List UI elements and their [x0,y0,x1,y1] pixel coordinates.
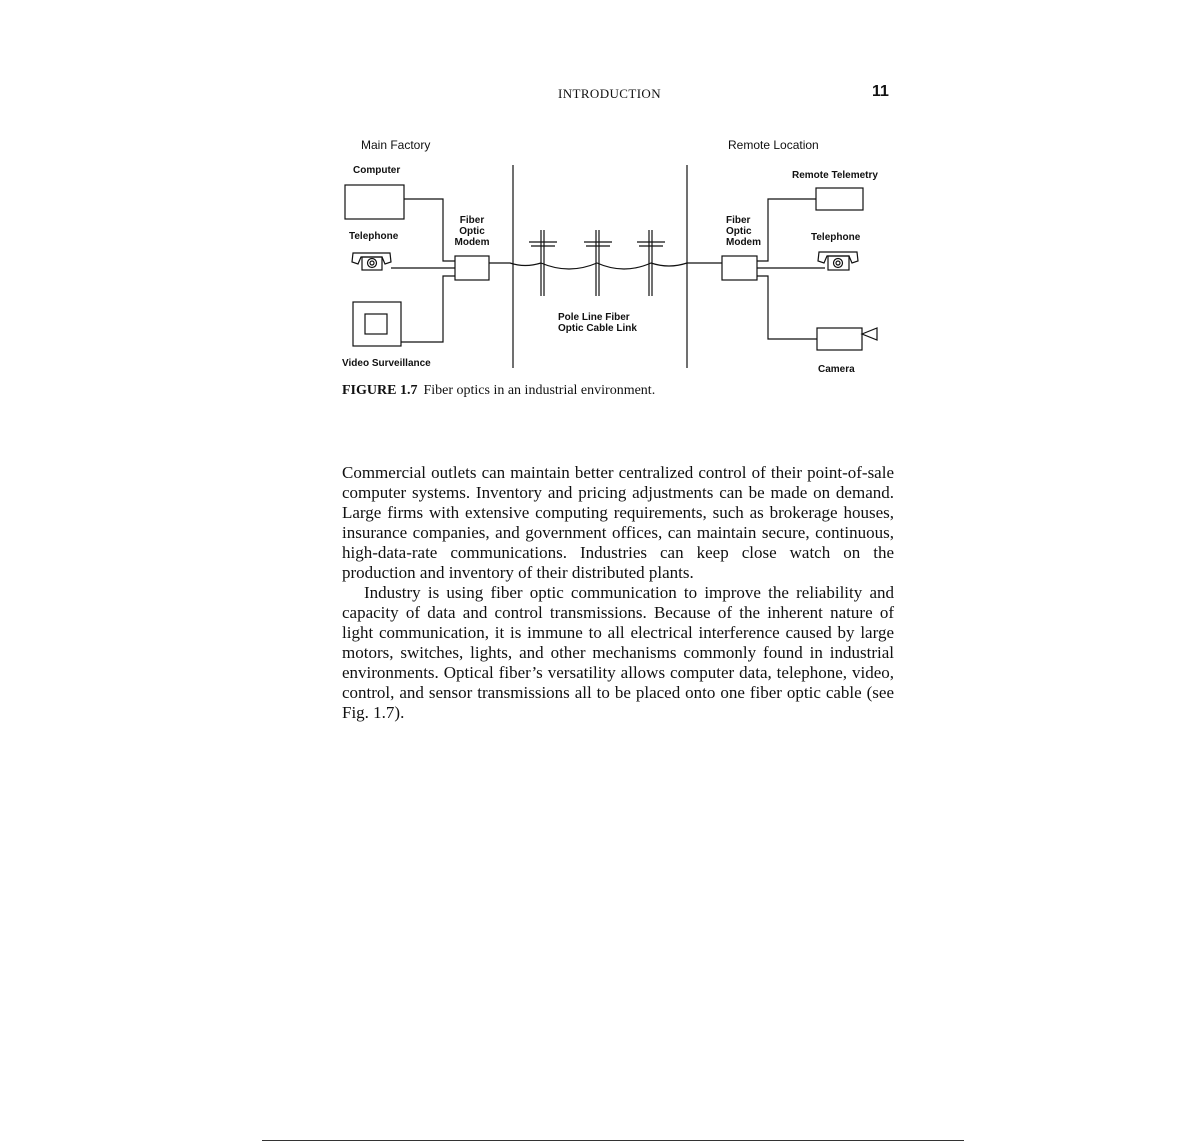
telephone-right-icon [818,252,858,270]
video-surveillance-screen [365,314,387,334]
camera-lens [862,328,877,340]
video-surveillance-box [353,302,401,346]
camera-link [757,276,817,339]
modem-left-label-3: Modem [454,237,490,248]
figure-caption-label: FIGURE 1.7 [342,383,418,398]
left-modem-box [455,256,489,280]
pole-1 [529,230,557,296]
remote-location-label: Remote Location [728,138,819,152]
video-surveillance-label: Video Surveillance [342,358,431,369]
right-modem-box [722,256,757,280]
telephone-left-label: Telephone [349,231,399,242]
bottom-rule [262,1140,964,1141]
fiber-optic-diagram [335,130,895,380]
figure-caption [342,383,655,399]
paragraph-2: Industry is using fiber optic communication to improve the reliability and capacity of data and control transmissions. Because of the inherent nature of light communication, it is immune to all electrical interference caused by large motors, switches, lights, and other mechanisms commonly found in industrial environments. Optical fiber’s versatility allows computer data, telephone, video, control, and sensor transmissions all to be placed onto one fiber optic cable (see Fig. 1.7). [342,583,894,722]
telemetry-link [757,199,816,261]
main-factory-label: Main Factory [361,138,431,152]
figure-diagram [335,130,895,380]
pole-line-label-2: Optic Cable Link [558,323,637,334]
camera-box [817,328,862,350]
computer-link [404,199,455,261]
pole-line-label-1: Pole Line Fiber [558,312,630,323]
camera-label: Camera [818,364,855,375]
computer-box [345,185,404,219]
modem-left-label-2: Optic [459,226,485,237]
telephone-right-label: Telephone [811,232,861,243]
remote-telemetry-label: Remote Telemetry [792,170,878,181]
running-head: INTRODUCTION [558,86,662,101]
video-link [401,276,455,342]
modem-right-label-2: Optic [726,226,752,237]
telephone-left-icon [352,253,391,270]
paragraph-1: Commercial outlets can maintain better centralized control of their point-of-sale computer systems. Inventory and pricing adjustments can be made on demand. Large firms with extensive computing requirements, such as brokerage houses, insurance companies, and government offices, can maintain secure, continuous, high-data-rate communications. Industries can keep close watch on the production and inventory of their distributed plants. [342,463,894,582]
body-text [342,463,894,723]
modem-left-label-1: Fiber [459,215,485,226]
figure-caption-text: Fiber optics in an industrial environment. [423,383,656,398]
modem-right-label-1: Fiber [726,215,751,226]
computer-label: Computer [353,165,401,176]
modem-right-label-3: Modem [726,237,761,248]
remote-telemetry-box [816,188,863,210]
page-number: 11 [872,83,889,100]
